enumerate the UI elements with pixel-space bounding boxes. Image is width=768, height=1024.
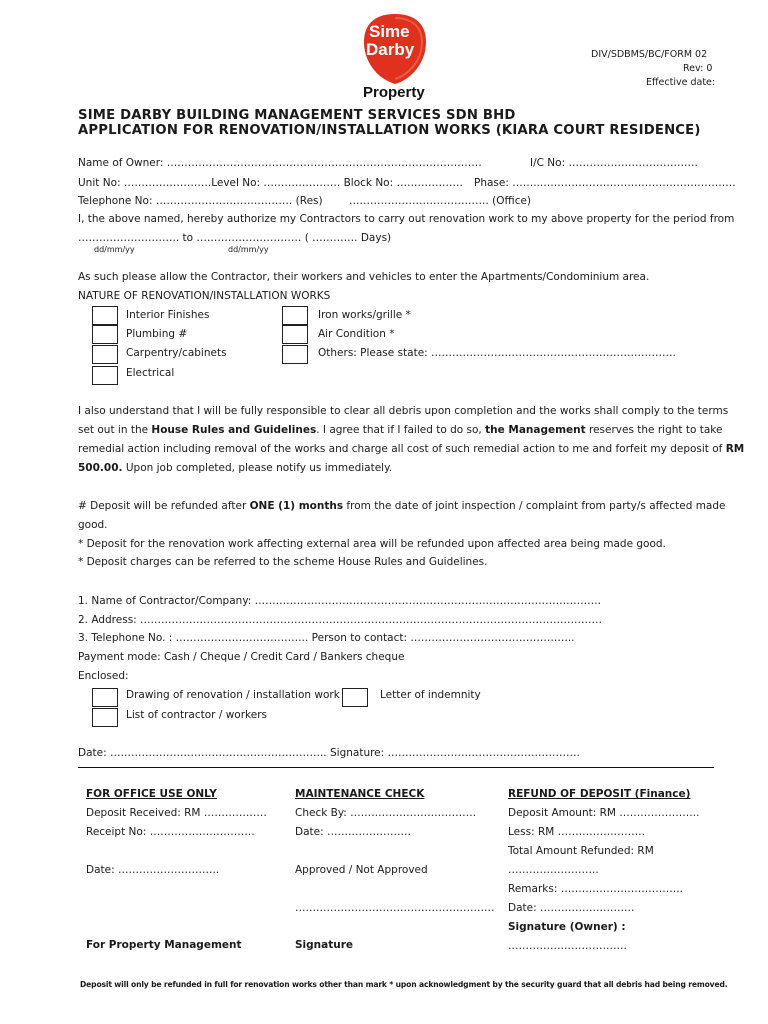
- footer-note: Deposit will only be refunded in full for renovation works other than mark * upon acknowledgment by the security guard that all debris had being removed.: [80, 980, 728, 989]
- ic-number-field[interactable]: I/C No: ……………………………….: [530, 157, 698, 169]
- note-deposit-refund: # Deposit will be refunded after ONE (1) months from the date of joint inspection / complaint from party/s affected made: [78, 500, 726, 512]
- contractor-address-field[interactable]: 2. Address: ……………………………………………………………………………………………………………………: [78, 614, 603, 626]
- divider-line: [78, 767, 714, 768]
- label-electrical: Electrical: [126, 367, 175, 379]
- refund-deposit-heading: REFUND OF DEPOSIT (Finance): [508, 788, 691, 800]
- total-refunded-label: Total Amount Refunded: RM: [508, 845, 654, 857]
- total-refunded-field[interactable]: ……………………..: [508, 864, 599, 876]
- date-signature-line[interactable]: Date: …………………………………………………….. Signature: ……………………………………………….: [78, 747, 580, 759]
- form-code: DIV/SDBMS/BC/FORM 02: [591, 49, 708, 60]
- owner-signature-label: Signature (Owner) :: [508, 921, 626, 933]
- checkbox-electrical[interactable]: [92, 366, 118, 385]
- house-rules-text: House Rules and Guidelines: [151, 424, 317, 436]
- checkbox-air-condition[interactable]: [282, 325, 308, 344]
- label-plumbing: Plumbing #: [126, 328, 188, 340]
- checkbox-plumbing[interactable]: [92, 325, 118, 344]
- telephone-office-field[interactable]: …………………………………. (Office): [349, 195, 532, 207]
- maintenance-signature-label: Signature: [295, 939, 354, 951]
- label-drawing: Drawing of renovation / installation work: [126, 689, 340, 701]
- note-deposit-refund-cont: good.: [78, 519, 108, 531]
- maintenance-check-heading: MAINTENANCE CHECK: [295, 788, 425, 800]
- checkbox-drawing[interactable]: [92, 688, 118, 707]
- deposit-received-field[interactable]: Deposit Received: RM ………………: [86, 807, 267, 819]
- checkbox-others[interactable]: [282, 345, 308, 364]
- logo-text-sime: Sime: [369, 22, 410, 41]
- payment-mode-text: Payment mode: Cash / Cheque / Credit Card / Bankers cheque: [78, 651, 405, 663]
- owner-signature-field[interactable]: …………………………….: [508, 940, 627, 952]
- date-format-hint-to: dd/mm/yy: [228, 245, 269, 254]
- nature-heading: NATURE OF RENOVATION/INSTALLATION WORKS: [78, 290, 331, 302]
- less-field[interactable]: Less: RM …………………….: [508, 826, 645, 838]
- checkbox-carpentry[interactable]: [92, 345, 118, 364]
- maintenance-signature-line[interactable]: …………………………………………………: [295, 902, 495, 914]
- contractor-telephone-field[interactable]: 3. Telephone No. : ……………………………….. Person to contact: ………………………………………..: [78, 632, 575, 644]
- checkbox-iron-works[interactable]: [282, 306, 308, 325]
- telephone-res-field[interactable]: Telephone No: ………………………………… (Res): [78, 195, 323, 207]
- remarks-field[interactable]: Remarks: ……………………………..: [508, 883, 683, 895]
- responsibility-line-1: I also understand that I will be fully responsible to clear all debris upon completion and the works shall comply to the terms: [78, 405, 729, 417]
- unit-level-block-field[interactable]: Unit No: …………………….Level No: …………………. Block No: ……………….: [78, 177, 463, 189]
- deposit-amount-text: 500.00.: [78, 462, 123, 474]
- enclosed-label: Enclosed:: [78, 670, 129, 682]
- label-iron-works: Iron works/grille *: [318, 309, 411, 321]
- maintenance-date-field[interactable]: Date: ……………………: [295, 826, 411, 838]
- label-others[interactable]: Others: Please state: …………………………………………………………….: [318, 347, 676, 359]
- checkbox-interior-finishes[interactable]: [92, 306, 118, 325]
- management-text: the Management: [485, 424, 586, 436]
- receipt-no-field[interactable]: Receipt No: …………………………: [86, 826, 255, 838]
- note-external-area: * Deposit for the renovation work affecting external area will be refunded upon affected area being made good.: [78, 538, 666, 550]
- company-title: SIME DARBY BUILDING MANAGEMENT SERVICES SDN BHD: [78, 108, 516, 123]
- form-title: APPLICATION FOR RENOVATION/INSTALLATION WORKS (KIARA COURT RESIDENCE): [78, 123, 701, 138]
- responsibility-line-3: remedial action including removal of the works and charge all cost of such remedial action to me and forfeit my deposit of RM: [78, 443, 745, 455]
- deposit-amount-field[interactable]: Deposit Amount: RM …………………..: [508, 807, 700, 819]
- form-effective-date: Effective date:: [646, 77, 716, 88]
- office-use-heading: FOR OFFICE USE ONLY: [86, 788, 217, 800]
- label-interior-finishes: Interior Finishes: [126, 309, 210, 321]
- label-letter-indemnity: Letter of indemnity: [380, 689, 481, 701]
- owner-name-field[interactable]: Name of Owner: ………………………………………………………………………………: [78, 157, 482, 169]
- authorize-text: I, the above named, hereby authorize my Contractors to carry out renovation work to my above property for the period from: [78, 213, 735, 225]
- note-house-rules: * Deposit charges can be referred to the scheme House Rules and Guidelines.: [78, 556, 488, 568]
- responsibility-line-2: set out in the House Rules and Guidelines. I agree that if I failed to do so, the Management reserves the right to take: [78, 424, 723, 436]
- label-contractor-list: List of contractor / workers: [126, 709, 267, 721]
- approval-status-text: Approved / Not Approved: [295, 864, 428, 876]
- label-carpentry: Carpentry/cabinets: [126, 347, 227, 359]
- form-rev: Rev: 0: [683, 63, 713, 74]
- label-air-condition: Air Condition *: [318, 328, 395, 340]
- checkbox-contractor-list[interactable]: [92, 708, 118, 727]
- logo-text-darby: Darby: [366, 40, 415, 59]
- checkbox-letter-indemnity[interactable]: [342, 688, 368, 707]
- allow-entry-text: As such please allow the Contractor, their workers and vehicles to enter the Apartments/Condominium area.: [78, 271, 650, 283]
- period-field[interactable]: ……………………….. to ………………………… ( …………. Days): [78, 232, 392, 244]
- responsibility-line-4: 500.00. Upon job completed, please notify us immediately.: [78, 462, 393, 474]
- property-management-label: For Property Management: [86, 939, 242, 951]
- refund-date-field[interactable]: Date: ………………………: [508, 902, 635, 914]
- check-by-field[interactable]: Check By: ………………………………: [295, 807, 477, 819]
- phase-field[interactable]: Phase: ……...……………………………………………….: [474, 177, 736, 189]
- date-format-hint-from: dd/mm/yy: [94, 245, 135, 254]
- office-date-field[interactable]: Date: ………………………..: [86, 864, 220, 876]
- contractor-name-field[interactable]: 1. Name of Contractor/Company: ………………………………………………………………………………………: [78, 595, 602, 607]
- logo-text-property: Property: [363, 84, 425, 101]
